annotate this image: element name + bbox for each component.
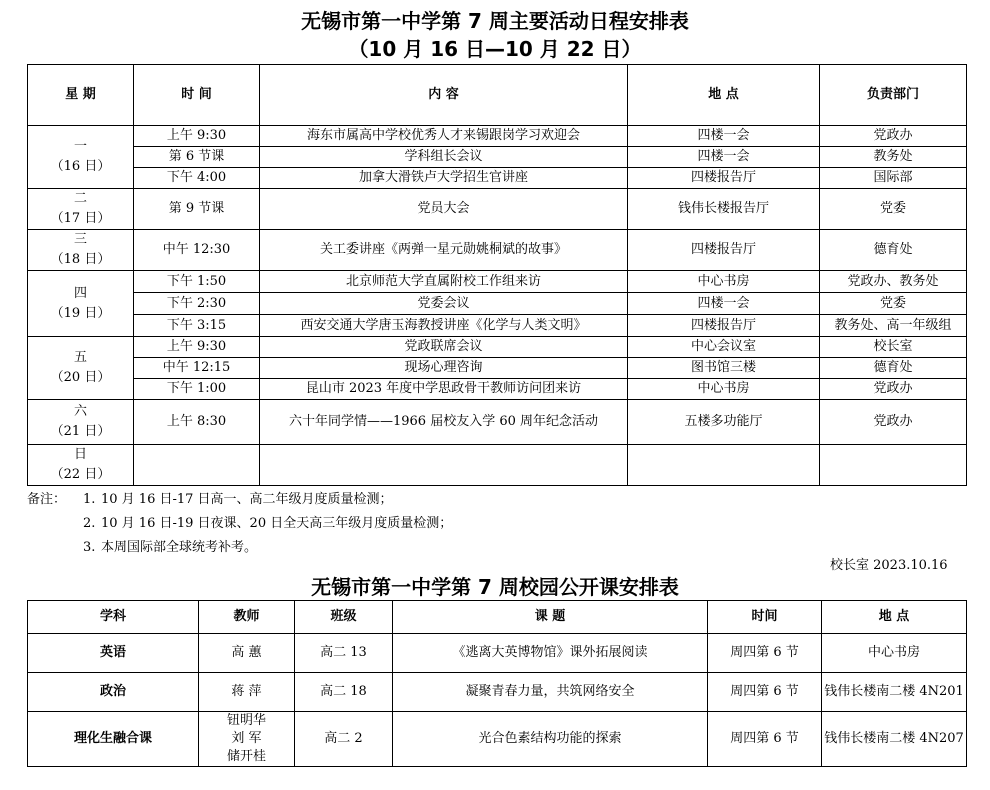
table-row xyxy=(28,293,967,315)
table-row xyxy=(28,147,967,168)
time-cell: 下午 2:30 xyxy=(134,293,260,315)
time-cell: 周四第 6 节 xyxy=(708,673,822,712)
table-row xyxy=(28,126,967,147)
note-number: 3. xyxy=(83,540,96,555)
time-cell: 第 6 节课 xyxy=(134,147,260,168)
day-cell xyxy=(28,445,134,486)
note-text: 10 月 16 日-19 日夜课、20 日全天高三年级月度质量检测； xyxy=(101,516,453,531)
notes-label: 备注： xyxy=(27,492,67,507)
table-row xyxy=(28,673,967,712)
time-cell: 上午 8:30 xyxy=(134,400,260,445)
day-cell xyxy=(28,189,134,230)
day-cell xyxy=(28,230,134,271)
table-row xyxy=(28,315,967,337)
content-cell: 加拿大滑铁卢大学招生官讲座 xyxy=(260,168,628,189)
content-cell: 海东市属高中学校优秀人才来锡跟岗学习欢迎会 xyxy=(260,126,628,147)
classes-title: 无锡市第一中学第 7 周校园公开课安排表 xyxy=(311,575,679,599)
day-name: 六 xyxy=(73,404,87,419)
table-row xyxy=(28,712,967,767)
header-class: 班级 xyxy=(295,601,393,634)
table-row xyxy=(28,358,967,379)
location-cell: 五楼多功能厅 xyxy=(628,400,820,445)
location-cell: 图书馆三楼 xyxy=(628,358,820,379)
table-row xyxy=(28,271,967,293)
department-cell: 教务处 xyxy=(820,147,967,168)
teacher-name: 钮明华 xyxy=(226,713,266,728)
location-cell: 四楼一会 xyxy=(628,293,820,315)
note-text: 10 月 16 日-17 日高一、高二年级月度质量检测； xyxy=(101,492,393,507)
department-cell: 党委 xyxy=(820,293,967,315)
teacher-name: 刘 军 xyxy=(231,731,262,746)
class-cell: 高二 18 xyxy=(295,673,393,712)
time-cell: 下午 4:00 xyxy=(134,168,260,189)
teacher-cell xyxy=(199,634,295,673)
time-cell: 中午 12:30 xyxy=(134,230,260,271)
subject-cell: 政治 xyxy=(28,673,199,712)
day-name: 一 xyxy=(73,139,87,154)
content-cell: 党政联席会议 xyxy=(260,337,628,358)
header-weekday: 星 期 xyxy=(28,65,134,126)
content-cell: 西安交通大学唐玉海教授讲座《化学与人类文明》 xyxy=(260,315,628,337)
day-cell xyxy=(28,271,134,337)
schedule-title: 无锡市第一中学第 7 周主要活动日程安排表 xyxy=(301,9,689,33)
day-cell xyxy=(28,126,134,189)
header-teacher: 教师 xyxy=(199,601,295,634)
content-cell: 六十年同学情——1966 届校友入学 60 周年纪念活动 xyxy=(260,400,628,445)
department-cell: 党政办、教务处 xyxy=(820,271,967,293)
department-cell: 教务处、高一年级组 xyxy=(820,315,967,337)
topic-cell: 凝聚青春力量，共筑网络安全 xyxy=(393,673,708,712)
content-cell: 党员大会 xyxy=(260,189,628,230)
content-cell: 现场心理咨询 xyxy=(260,358,628,379)
activity-schedule-table xyxy=(27,64,967,486)
day-name: 日 xyxy=(73,447,87,462)
teacher-cell xyxy=(199,673,295,712)
day-cell xyxy=(28,400,134,445)
department-cell xyxy=(820,445,967,486)
table-row xyxy=(28,337,967,358)
day-name: 四 xyxy=(73,285,87,301)
day-cell xyxy=(28,337,134,400)
time-cell: 上午 9:30 xyxy=(134,337,260,358)
day-name: 五 xyxy=(73,350,87,365)
table-header-row xyxy=(28,601,967,634)
content-cell xyxy=(260,445,628,486)
topic-cell: 《逃离大英博物馆》课外拓展阅读 xyxy=(393,634,708,673)
signature-date: 校长室 2023.10.16 xyxy=(830,558,948,573)
department-cell: 党政办 xyxy=(820,379,967,400)
day-date: （18 日） xyxy=(50,252,111,267)
day-date: （20 日） xyxy=(50,370,111,385)
teacher-cell xyxy=(199,712,295,767)
department-cell: 党委 xyxy=(820,189,967,230)
location-cell: 中心书房 xyxy=(628,379,820,400)
note-number: 2. xyxy=(83,516,96,531)
note-item xyxy=(27,488,452,512)
header-time: 时 间 xyxy=(134,65,260,126)
department-cell: 德育处 xyxy=(820,230,967,271)
schedule-date-range: （10 月 16 日—10 月 22 日） xyxy=(348,37,642,61)
open-class-table xyxy=(27,600,967,767)
location-cell: 中心书房 xyxy=(628,271,820,293)
location-cell: 四楼报告厅 xyxy=(628,168,820,189)
subject-cell: 理化生融合课 xyxy=(28,712,199,767)
department-cell: 校长室 xyxy=(820,337,967,358)
content-cell: 昆山市 2023 年度中学思政骨干教师访问团来访 xyxy=(260,379,628,400)
location-cell: 钱伟长楼南二楼 4N201 xyxy=(822,673,967,712)
teacher-name: 蒋 萍 xyxy=(231,684,262,699)
header-content: 内 容 xyxy=(260,65,628,126)
note-item xyxy=(27,536,452,560)
table-row xyxy=(28,634,967,673)
department-cell: 国际部 xyxy=(820,168,967,189)
header-subject: 学科 xyxy=(28,601,199,634)
location-cell: 中心会议室 xyxy=(628,337,820,358)
location-cell: 四楼报告厅 xyxy=(628,315,820,337)
note-text: 本周国际部全球统考补考。 xyxy=(101,540,258,555)
header-department: 负责部门 xyxy=(820,65,967,126)
content-cell: 北京师范大学直属附校工作组来访 xyxy=(260,271,628,293)
time-cell: 第 9 节课 xyxy=(134,189,260,230)
day-date: （19 日） xyxy=(50,305,111,321)
subject-cell: 英语 xyxy=(28,634,199,673)
header-location: 地 点 xyxy=(822,601,967,634)
table-row xyxy=(28,445,967,486)
time-cell: 下午 3:15 xyxy=(134,315,260,337)
location-cell: 四楼一会 xyxy=(628,126,820,147)
note-number: 1. xyxy=(83,492,96,507)
header-time: 时间 xyxy=(708,601,822,634)
day-name: 三 xyxy=(73,232,87,247)
time-cell: 周四第 6 节 xyxy=(708,712,822,767)
header-topic: 课 题 xyxy=(393,601,708,634)
teacher-name: 高 蕙 xyxy=(231,645,262,660)
day-date: （22 日） xyxy=(50,467,111,482)
day-date: （16 日） xyxy=(50,159,111,174)
teacher-name: 储开桂 xyxy=(226,749,266,764)
class-cell: 高二 2 xyxy=(295,712,393,767)
class-cell: 高二 13 xyxy=(295,634,393,673)
location-cell xyxy=(628,445,820,486)
location-cell: 钱伟长楼南二楼 4N207 xyxy=(822,712,967,767)
notes-section xyxy=(27,488,452,560)
table-row xyxy=(28,230,967,271)
table-row xyxy=(28,379,967,400)
table-row xyxy=(28,168,967,189)
content-cell: 关工委讲座《两弹一星元勋姚桐斌的故事》 xyxy=(260,230,628,271)
table-row xyxy=(28,189,967,230)
department-cell: 德育处 xyxy=(820,358,967,379)
content-cell: 学科组长会议 xyxy=(260,147,628,168)
header-location: 地 点 xyxy=(628,65,820,126)
time-cell: 中午 12:15 xyxy=(134,358,260,379)
department-cell: 党政办 xyxy=(820,400,967,445)
table-row xyxy=(28,400,967,445)
location-cell: 中心书房 xyxy=(822,634,967,673)
day-name: 二 xyxy=(73,191,87,206)
time-cell: 周四第 6 节 xyxy=(708,634,822,673)
topic-cell: 光合色素结构功能的探索 xyxy=(393,712,708,767)
day-date: （21 日） xyxy=(50,424,111,439)
time-cell: 上午 9:30 xyxy=(134,126,260,147)
location-cell: 钱伟长楼报告厅 xyxy=(628,189,820,230)
time-cell: 下午 1:00 xyxy=(134,379,260,400)
day-date: （17 日） xyxy=(50,211,111,226)
location-cell: 四楼报告厅 xyxy=(628,230,820,271)
time-cell xyxy=(134,445,260,486)
table-header-row xyxy=(28,65,967,126)
department-cell: 党政办 xyxy=(820,126,967,147)
location-cell: 四楼一会 xyxy=(628,147,820,168)
time-cell: 下午 1:50 xyxy=(134,271,260,293)
content-cell: 党委会议 xyxy=(260,293,628,315)
note-item xyxy=(27,512,452,536)
